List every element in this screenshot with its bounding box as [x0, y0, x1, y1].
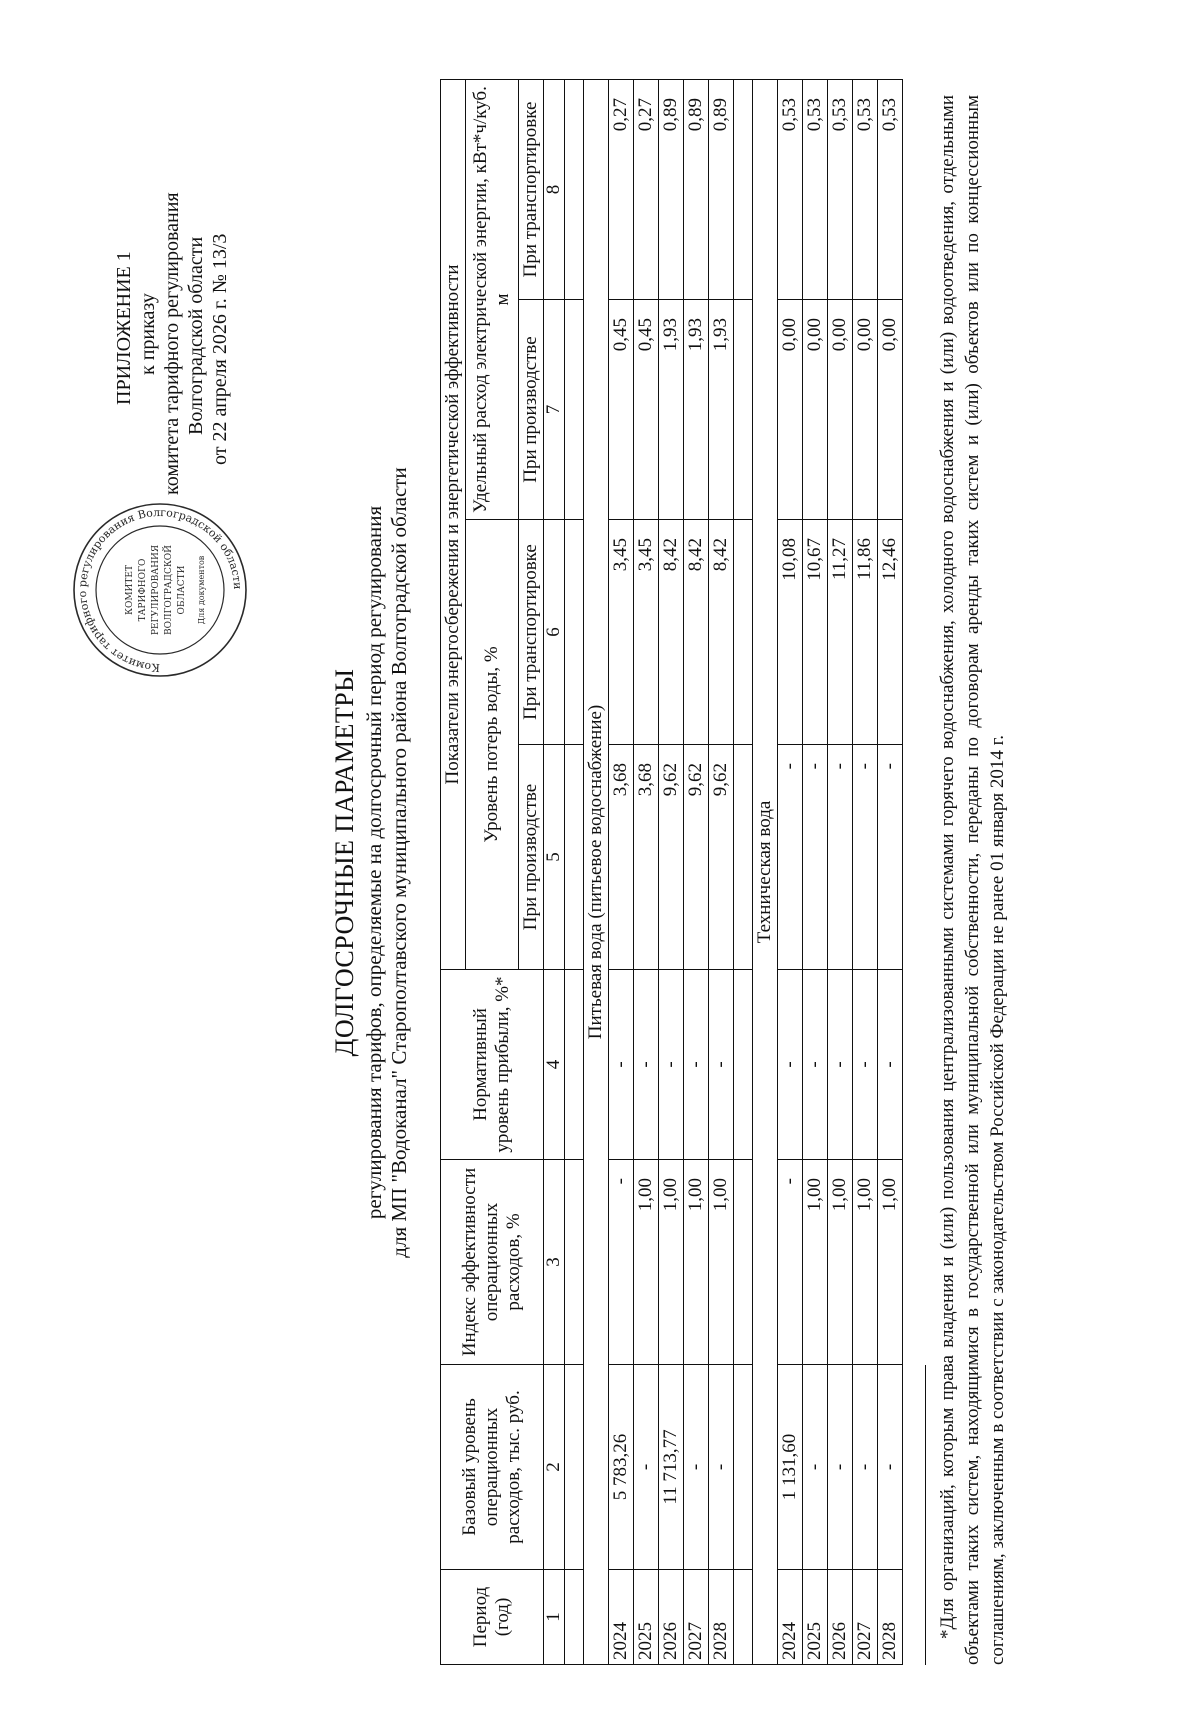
appendix-line-3: Волгоградской области — [185, 236, 207, 435]
subtitle-line-1: регулирования тарифов, определяемые на долгосрочный период регулирования — [362, 505, 386, 1220]
table-cell: 8,42 — [684, 520, 709, 745]
header-energy-indicators: Показатели энергосбережения и энергетической эффективности — [441, 79, 466, 969]
spacer-cell — [565, 300, 584, 520]
table-body — [565, 79, 903, 1664]
table-cell: - — [778, 1160, 803, 1365]
table-row — [609, 79, 634, 1664]
table-cell: 9,62 — [659, 745, 684, 970]
parameters-table — [440, 79, 903, 1665]
table-cell: - — [878, 970, 903, 1160]
table-cell: 2027 — [853, 1570, 878, 1665]
table-cell: 1,93 — [659, 300, 684, 520]
table-cell: 10,67 — [803, 520, 828, 745]
header-production-1: При производстве — [519, 745, 544, 970]
spacer-cell — [734, 300, 753, 520]
column-number-cell: 6 — [544, 520, 565, 745]
table-cell: 3,68 — [634, 745, 659, 970]
appendix-line-2: комитета тарифного регулирования — [161, 192, 183, 495]
table-cell: 3,45 — [609, 520, 634, 745]
table-cell: 2026 — [659, 1570, 684, 1665]
table-cell: 0,00 — [803, 300, 828, 520]
column-number-cell: 5 — [544, 745, 565, 970]
seal-center-line: Для документов — [197, 555, 206, 625]
header-transport-2: При транспортировке — [519, 79, 544, 299]
table-cell: - — [853, 970, 878, 1160]
header-water-losses: Уровень потерь воды, % — [466, 520, 519, 970]
footnote-divider — [925, 1365, 926, 1665]
appendix-heading: ПРИЛОЖЕНИЕ 1 — [113, 251, 135, 405]
table-cell: - — [778, 745, 803, 970]
header-base-level: Базовый уровень операционных расходов, тыс. руб. — [441, 1365, 544, 1570]
table-cell: 11 713,77 — [659, 1365, 684, 1570]
spacer-row — [565, 79, 584, 1664]
section-title: Техническая вода — [753, 79, 778, 1664]
table-row — [803, 79, 828, 1664]
table-cell: 2027 — [684, 1570, 709, 1665]
spacer-cell — [565, 1570, 584, 1665]
table-cell: 1,93 — [709, 300, 734, 520]
column-numbers-row — [544, 79, 565, 1664]
table-cell: 0,53 — [853, 79, 878, 299]
table-cell: 0,27 — [609, 79, 634, 299]
table-cell: 1 131,60 — [778, 1365, 803, 1570]
column-number-cell: 2 — [544, 1365, 565, 1570]
table-cell: 0,45 — [634, 300, 659, 520]
table-cell: 8,42 — [659, 520, 684, 745]
table-cell: 3,45 — [634, 520, 659, 745]
table-row — [828, 79, 853, 1664]
header-efficiency-index: Индекс эффективности операционных расходов, % — [441, 1160, 544, 1365]
spacer-cell — [565, 745, 584, 970]
table-cell: 1,00 — [803, 1160, 828, 1365]
appendix-line-4: от 22 апреля 2026 г. № 13/3 — [209, 233, 231, 465]
table-cell: - — [878, 1365, 903, 1570]
appendix-block — [112, 15, 232, 495]
seal-center-line: ОБЛАСТИ — [177, 565, 187, 615]
table-cell: - — [778, 970, 803, 1160]
header-period: Период (год) — [441, 1570, 544, 1665]
spacer-cell — [565, 520, 584, 745]
table-cell: 2024 — [778, 1570, 803, 1665]
section-title: Питьевая вода (питьевое водоснабжение) — [584, 79, 609, 1664]
header-electric-consumption: Удельный расход электрической энергии, кВт*ч/куб. м — [466, 79, 519, 519]
table-cell: 11,27 — [828, 520, 853, 745]
table-cell: 5 783,26 — [609, 1365, 634, 1570]
table-cell: - — [634, 1365, 659, 1570]
table-cell: - — [609, 970, 634, 1160]
table-cell: - — [709, 970, 734, 1160]
table-cell: 2025 — [803, 1570, 828, 1665]
column-number-cell: 4 — [544, 970, 565, 1160]
spacer-cell — [565, 1365, 584, 1570]
table-cell: - — [609, 1160, 634, 1365]
column-number-cell: 3 — [544, 1160, 565, 1365]
table-cell: 0,53 — [828, 79, 853, 299]
table-cell: 8,42 — [709, 520, 734, 745]
table-cell: - — [684, 1365, 709, 1570]
spacer-cell — [734, 1160, 753, 1365]
spacer-cell — [565, 79, 584, 299]
table-cell: 1,00 — [634, 1160, 659, 1365]
table-cell: - — [803, 745, 828, 970]
table-cell: 9,62 — [709, 745, 734, 970]
table-row — [659, 79, 684, 1664]
table-cell: 10,08 — [778, 520, 803, 745]
table-cell: 0,53 — [878, 79, 903, 299]
spacer-cell — [734, 79, 753, 299]
table-cell: - — [803, 970, 828, 1160]
section-row — [584, 79, 609, 1664]
table-row — [853, 79, 878, 1664]
table-cell: 0,00 — [853, 300, 878, 520]
table-cell: 1,00 — [709, 1160, 734, 1365]
table-cell: 0,00 — [778, 300, 803, 520]
table-cell: 3,68 — [609, 745, 634, 970]
header-transport-1: При транспортировке — [519, 520, 544, 745]
table-cell: 1,00 — [659, 1160, 684, 1365]
table-cell: 0,45 — [609, 300, 634, 520]
spacer-cell — [565, 1160, 584, 1365]
spacer-cell — [734, 520, 753, 745]
spacer-cell — [565, 970, 584, 1160]
subtitle-line-2: для МП "Водоканал" Старополтавского муниципального района Волгоградской области — [387, 467, 411, 1258]
document-title: ДОЛГОСРОЧНЫЕ ПАРАМЕТРЫ — [330, 668, 359, 1057]
spacer-cell — [734, 970, 753, 1160]
table-cell: - — [878, 745, 903, 970]
spacer-cell — [734, 1365, 753, 1570]
spacer-row — [734, 79, 753, 1664]
seal-center-line: РЕГУЛИРОВАНИЯ — [151, 544, 161, 636]
section-row — [753, 79, 778, 1664]
table-cell: 2025 — [634, 1570, 659, 1665]
table-cell: - — [828, 1365, 853, 1570]
official-seal-stamp — [70, 500, 250, 680]
table-cell: 1,00 — [684, 1160, 709, 1365]
table-cell: - — [634, 970, 659, 1160]
table-cell: - — [709, 1365, 734, 1570]
table-cell: - — [803, 1365, 828, 1570]
column-number-cell: 7 — [544, 300, 565, 520]
header-profit-level: Нормативный уровень прибыли, %* — [441, 970, 544, 1160]
table-cell: 2028 — [878, 1570, 903, 1665]
seal-ring-text: Комитет тарифного регулирования Волгоградской области — [75, 505, 245, 675]
seal-center-line: ВОЛГОГРАДСКОЙ — [164, 544, 174, 636]
table-row — [634, 79, 659, 1664]
column-number-cell: 1 — [544, 1570, 565, 1665]
table-row — [709, 79, 734, 1664]
table-row — [684, 79, 709, 1664]
table-cell: 0,89 — [709, 79, 734, 299]
seal-center-line: ТАРИФНОГО — [138, 558, 148, 622]
table-cell: 9,62 — [684, 745, 709, 970]
table-cell: 11,86 — [853, 520, 878, 745]
table-cell: - — [828, 970, 853, 1160]
table-cell: 1,00 — [878, 1160, 903, 1365]
table-cell: - — [684, 970, 709, 1160]
footnote-text: *Для организаций, которым права владения и (или) пользования централизованными системами горячего водоснабжения, холодного водоснабжения и (или) водоотведения, отдельными объектами таких систем, находящимися в государственной или муниципальной собственности, переданы по договорам аренды таких систем и (или) объектов или по концессионным соглашениям, заключенным в соответствии с законодательством Российской Федерации не ранее 01 января 2014 г. — [937, 95, 1008, 1665]
table-cell: 0,89 — [659, 79, 684, 299]
spacer-cell — [734, 1570, 753, 1665]
table-cell: - — [853, 745, 878, 970]
table-cell: 0,00 — [878, 300, 903, 520]
table-cell: 12,46 — [878, 520, 903, 745]
table-cell: 0,53 — [803, 79, 828, 299]
table-cell: 0,89 — [684, 79, 709, 299]
header-production-2: При производстве — [519, 300, 544, 520]
seal-center-line: КОМИТЕТ — [125, 565, 135, 615]
table-cell: 2024 — [609, 1570, 634, 1665]
table-cell: - — [659, 970, 684, 1160]
table-row — [778, 79, 803, 1664]
table-cell: 1,00 — [853, 1160, 878, 1365]
table-cell: - — [853, 1365, 878, 1570]
table-cell: 0,00 — [828, 300, 853, 520]
table-cell: 2026 — [828, 1570, 853, 1665]
table-cell: 1,93 — [684, 300, 709, 520]
table-cell: - — [828, 745, 853, 970]
spacer-cell — [734, 745, 753, 970]
table-row — [878, 79, 903, 1664]
table-cell: 0,27 — [634, 79, 659, 299]
table-cell: 1,00 — [828, 1160, 853, 1365]
appendix-line-1: к приказу — [137, 293, 159, 375]
column-number-cell: 8 — [544, 79, 565, 299]
table-cell: 0,53 — [778, 79, 803, 299]
table-cell: 2028 — [709, 1570, 734, 1665]
document-subtitle — [362, 0, 412, 1725]
